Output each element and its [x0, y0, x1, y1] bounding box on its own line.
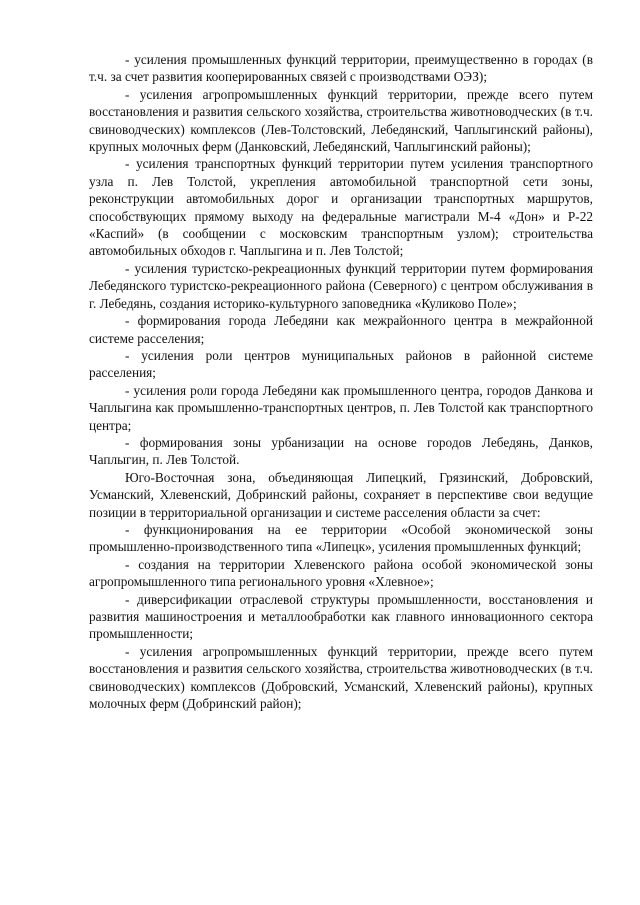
paragraph-special-economic-zone: - функционирования на ее территории «Особой экономической зоны промышленно-производственного типа «Липецк», усиления промышленных функций;	[89, 521, 593, 555]
document-page	[89, 51, 593, 712]
paragraph-urbanization-zone: - формирования зоны урбанизации на основе городов Лебедянь, Данков, Чаплыгин, п. Лев Толстой.	[89, 434, 593, 468]
paragraph-agro-functions-north: - усиления агропромышленных функций территории, прежде всего путем восстановления и развития сельского хозяйства, строительства животноводческих (в т.ч. свиноводческих) комплексов (Лев-Толстовский, Лебедянский, Чаплыгинский районы), крупных молочных ферм (Данковский, Лебедянский, Чаплыгинский районы);	[89, 86, 593, 155]
paragraph-southeast-zone: Юго-Восточная зона, объединяющая Липецкий, Грязинский, Добровский, Усманский, Хлевенский, Добринский районы, сохраняет в перспективе свои ведущие позиции в территориальной организации и системе расселения области за счет:	[89, 469, 593, 520]
paragraph-tourism-functions: - усиления туристско-рекреационных функций территории путем формирования Лебедянского туристско-рекреационного района (Северного) с центром обслуживания в г. Лебедянь, создания историко-культурного заповедника «Куликово Поле»;	[89, 260, 593, 311]
paragraph-lebedyan-center: - формирования города Лебедяни как межрайонного центра в межрайонной системе расселения;	[89, 313, 593, 346]
paragraph-agro-functions-southeast: - усиления агропромышленных функций территории, прежде всего путем восстановления и развития сельского хозяйства, строительства животноводческих (в т.ч. свиноводческих) комплексов (Добровский, Усманский, Хлевенский районы), крупных молочных ферм (Добринский район);	[89, 643, 593, 712]
paragraph-industrial-functions: - усиления промышленных функций территории, преимущественно в городах (в т.ч. за счет развития кооперированных связей с производствами ОЭЗ);	[89, 52, 593, 85]
paragraph-industrial-centers: - усиления роли города Лебедяни как промышленного центра, городов Данкова и Чаплыгина как промышленно-транспортных центров, п. Лев Толстой как транспортного центра;	[89, 382, 593, 433]
paragraph-transport-functions: - усиления транспортных функций территории путем усиления транспортного узла п. Лев Толстой, укрепления автомобильной транспортной сети зоны, реконструкции автомобильных дорог и организации транспортных маршрутов, способствующих прямому выходу на федеральные магистрали М-4 «Дон» и Р-22 «Каспий» (в сообщении с московским транспортным узлом); строительства автомобильных обходов г. Чаплыгина и п. Лев Толстой;	[89, 156, 593, 259]
paragraph-industry-diversification: - диверсификации отраслевой структуры промышленности, восстановления и развития машиностроения и металлообработки как главного инновационного сектора промышленности;	[89, 591, 593, 642]
paragraph-khlevnoe-zone: - создания на территории Хлевенского района особой экономической зоны агропромышленного типа регионального уровня «Хлевное»;	[89, 556, 593, 590]
paragraph-district-centers: - усиления роли центров муниципальных районов в районной системе расселения;	[89, 347, 593, 381]
